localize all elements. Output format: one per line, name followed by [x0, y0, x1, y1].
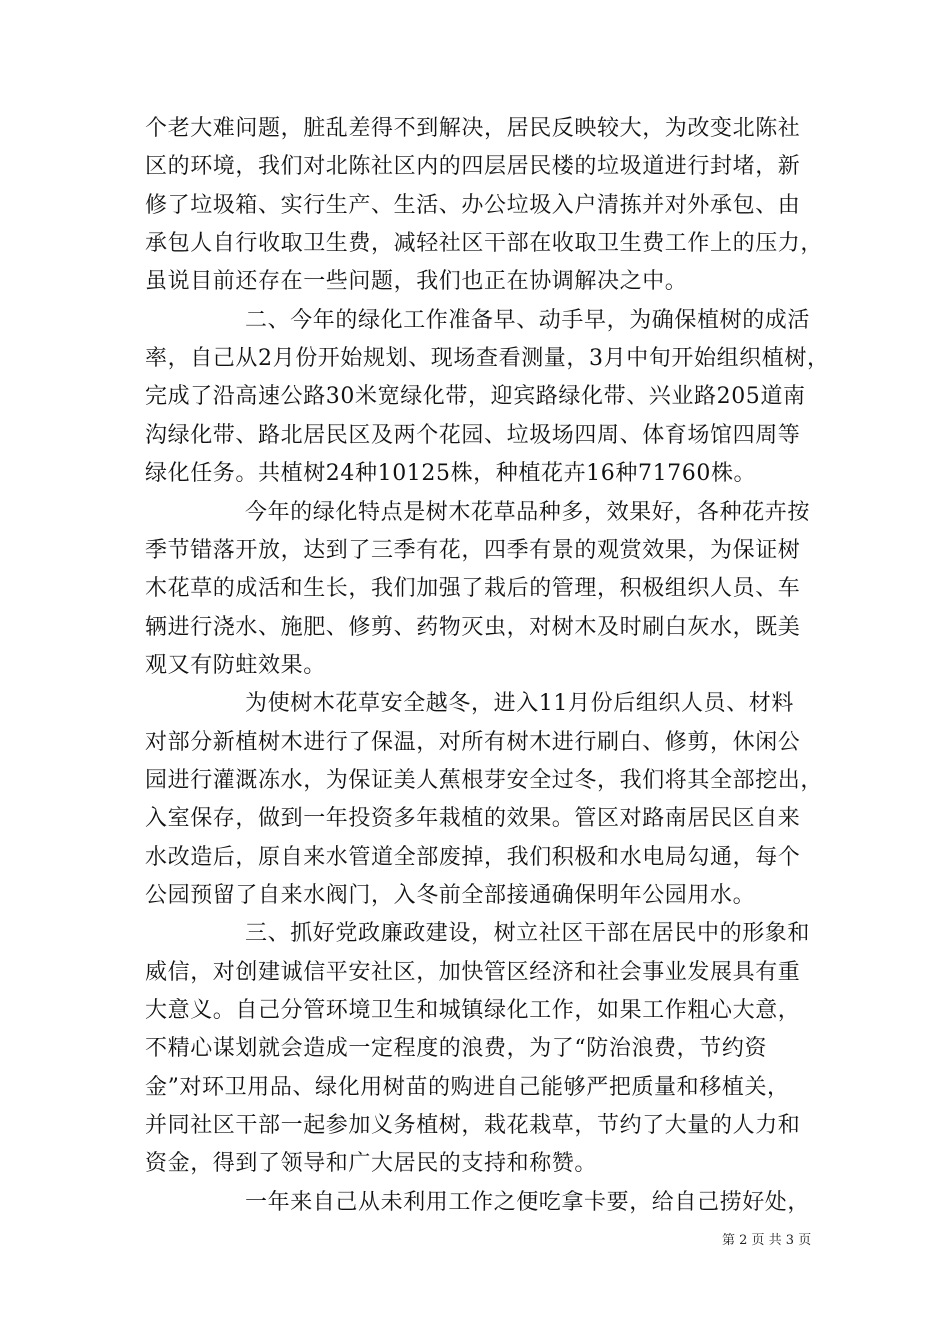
text-line: 入室保存，做到一年投资多年栽植的效果。管区对路南居民区自来 [145, 806, 801, 831]
text-line: 大意义。自己分管环境卫生和城镇绿化工作，如果工作粗心大意， [145, 998, 801, 1023]
text-line: 区的环境，我们对北陈社区内的四层居民楼的垃圾道进行封堵，新 [145, 154, 801, 179]
text-line: 二、今年的绿化工作准备早、动手早，为确保植树的成活 [245, 308, 811, 333]
text-line: 金”对环卫用品、绿化用树苗的购进自己能够严把质量和移植关， [145, 1075, 790, 1100]
text-line: 完成了沿高速公路30米宽绿化带，迎宾路绿化带、兴业路205道南 [145, 384, 806, 409]
text-line: 为使树木花草安全越冬，进入11月份后组织人员、材料 [245, 691, 794, 716]
text-line: 绿化任务。共植树24种10125株，种植花卉16种71760株。 [145, 461, 757, 486]
text-line: 观又有防蛀效果。 [145, 653, 326, 678]
text-line: 承包人自行收取卫生费，减轻社区干部在收取卫生费工作上的压力， [145, 231, 824, 256]
text-line: 修了垃圾箱、实行生产、生活、办公垃圾入户清拣并对外承包、由 [145, 193, 801, 218]
text-line: 率，自己从2月份开始规划、现场查看测量，3月中旬开始组织植树， [145, 346, 830, 371]
text-line: 并同社区干部一起参加义务植树，栽花栽草，节约了大量的人力和 [145, 1113, 801, 1138]
text-line: 虽说目前还存在一些问题，我们也正在协调解决之中。 [145, 269, 688, 294]
page-number: 第 2 页 共 3 页 [722, 1233, 812, 1248]
text-line: 不精心谋划就会造成一定程度的浪费，为了“防治浪费，节约资 [145, 1036, 768, 1061]
text-line: 威信，对创建诚信平安社区，加快管区经济和社会事业发展具有重 [145, 960, 801, 985]
text-line: 季节错落开放，达到了三季有花，四季有景的观赏效果，为保证树 [145, 538, 801, 563]
text-line: 三、抓好党政廉政建设，树立社区干部在居民中的形象和 [245, 921, 811, 946]
text-line: 沟绿化带、路北居民区及两个花园、垃圾场四周、体育场馆四周等 [145, 423, 801, 448]
text-line: 个老大难问题，脏乱差得不到解决，居民反映较大，为改变北陈社 [145, 116, 801, 141]
text-line: 木花草的成活和生长，我们加强了栽后的管理，积极组织人员、车 [145, 576, 801, 601]
text-line: 资金，得到了领导和广大居民的支持和称赞。 [145, 1151, 598, 1176]
text-line: 公园预留了自来水阀门，入冬前全部接通确保明年公园用水。 [145, 883, 756, 908]
text-line: 辆进行浇水、施肥、修剪、药物灭虫，对树木及时刷白灰水，既美 [145, 615, 801, 640]
text-line: 水改造后，原自来水管道全部废掉，我们积极和水电局勾通，每个 [145, 845, 801, 870]
text-line: 今年的绿化特点是树木花草品种多，效果好，各种花卉按 [245, 500, 811, 525]
text-line: 园进行灌溉冻水，为保证美人蕉根芽安全过冬，我们将其全部挖出， [145, 768, 824, 793]
text-line: 对部分新植树木进行了保温，对所有树木进行刷白、修剪，休闲公 [145, 730, 801, 755]
text-line: 一年来自己从未利用工作之便吃拿卡要，给自己捞好处， [245, 1190, 811, 1215]
